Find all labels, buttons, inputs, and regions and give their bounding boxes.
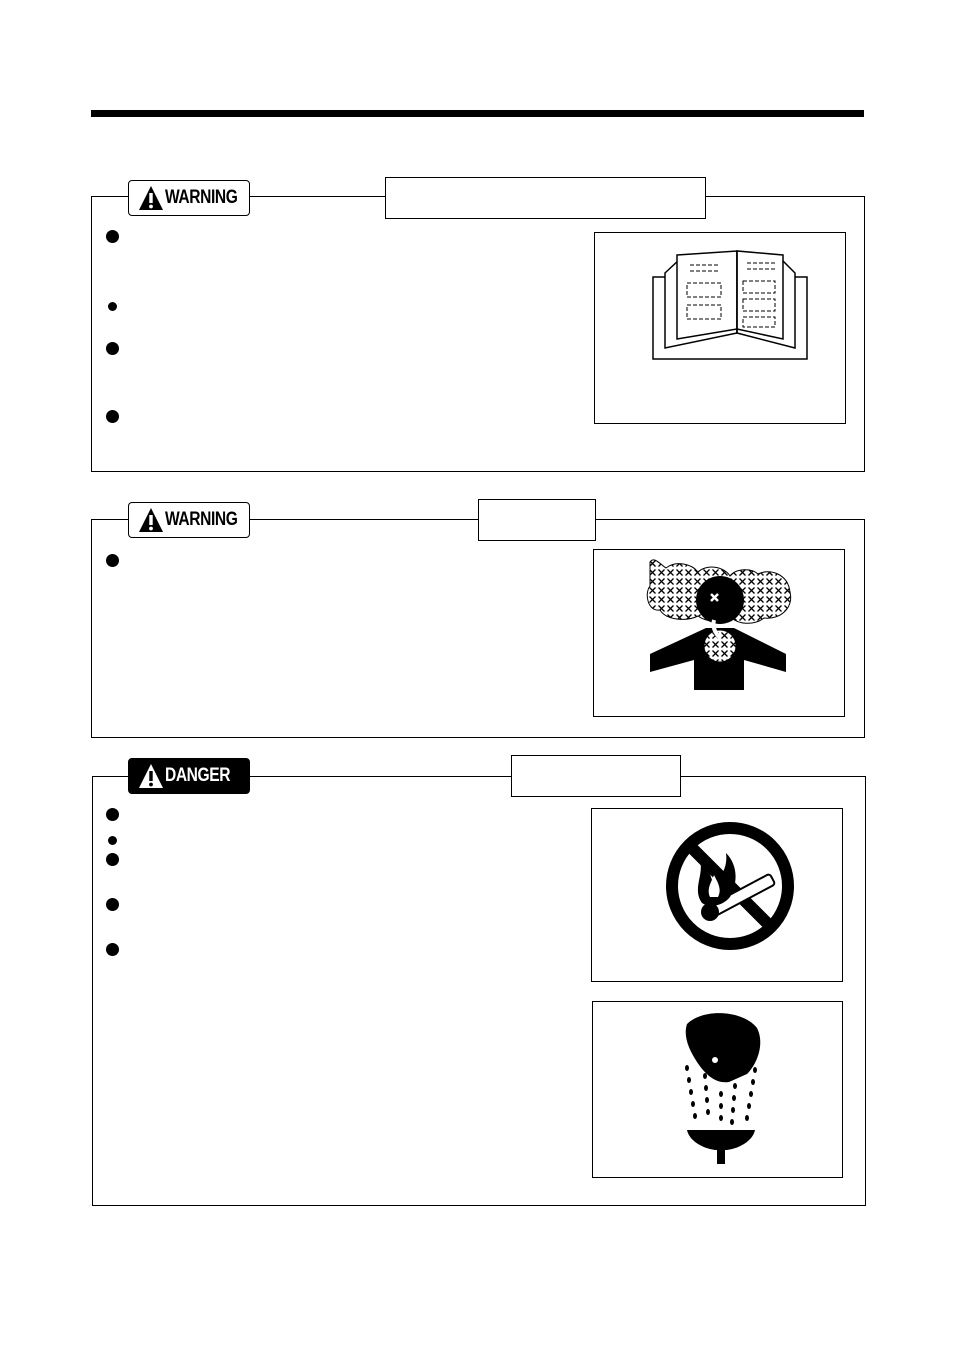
warning-triangle-icon — [138, 185, 164, 211]
bullet-dot — [106, 342, 119, 355]
pictogram-frame — [594, 232, 846, 424]
pictogram-frame — [591, 808, 843, 982]
bullet-list — [106, 554, 576, 704]
bullet-dot — [108, 302, 117, 311]
list-item — [106, 410, 131, 423]
section-title — [385, 177, 706, 219]
danger-tag — [128, 758, 250, 794]
bullet-dot — [106, 943, 119, 956]
list-item — [106, 342, 131, 355]
pictogram-frame — [593, 549, 845, 717]
list-item — [106, 300, 129, 311]
bullet-dot — [106, 554, 119, 567]
list-item — [106, 834, 129, 845]
tag-label: DANGER — [165, 765, 231, 786]
open-book-manual-icon — [595, 233, 847, 425]
bullet-dot — [106, 853, 119, 866]
tag-label: WARNING — [165, 187, 238, 208]
list-item — [106, 554, 131, 567]
bullet-dot — [108, 836, 117, 845]
toxic-gas-inhalation-icon — [594, 550, 846, 718]
section-title — [511, 755, 681, 797]
header-rule — [91, 110, 864, 117]
bullet-dot — [106, 230, 119, 243]
warning-triangle-icon — [138, 507, 164, 533]
warning-tag — [128, 502, 250, 538]
warning-tag — [128, 180, 250, 216]
bullet-list — [106, 808, 576, 968]
list-item — [106, 230, 131, 243]
section-title — [478, 499, 596, 541]
eye-wash-icon — [593, 1002, 844, 1179]
pictogram-frame — [592, 1001, 843, 1178]
list-item — [106, 943, 131, 956]
list-item — [106, 898, 131, 911]
bullet-list — [106, 230, 576, 450]
list-item — [106, 808, 131, 821]
no-open-flame-icon — [592, 809, 844, 983]
list-item — [106, 853, 131, 866]
bullet-dot — [106, 808, 119, 821]
danger-triangle-icon — [138, 763, 164, 789]
tag-label: WARNING — [165, 509, 238, 530]
bullet-dot — [106, 898, 119, 911]
bullet-dot — [106, 410, 119, 423]
